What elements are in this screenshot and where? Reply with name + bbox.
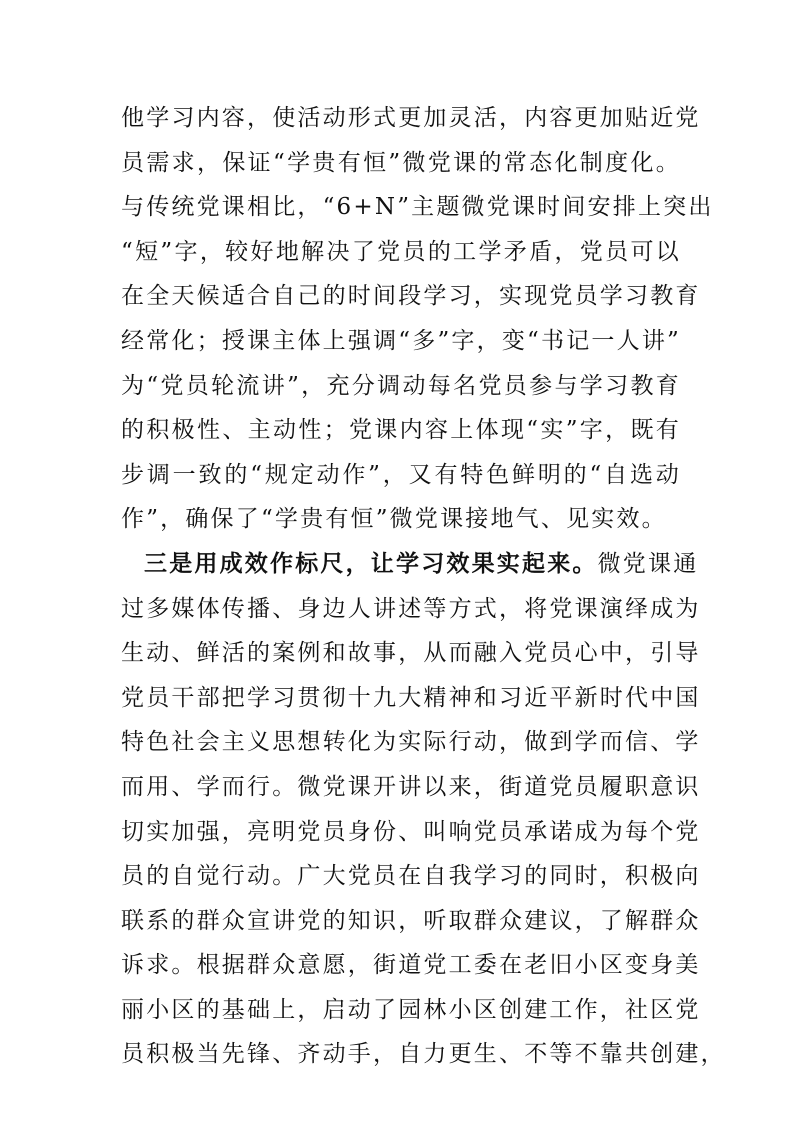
text-line: 过多媒体传播、身边人讲述等方式，将党课演绎成为: [121, 595, 701, 622]
text-line: 员的自觉行动。广大党员在自我学习的同时，积极向: [121, 863, 701, 890]
text-line: 党员干部把学习贯彻十九大精神和习近平新时代中国: [121, 684, 701, 711]
text-line: 而用、学而行。微党课开讲以来，街道党员履职意识: [121, 773, 701, 800]
text-line: 在全天候适合自己的时间段学习，实现党员学习教育: [121, 283, 701, 310]
text-line: 作”，确保了“学贵有恒”微党课接地气、见实效。: [121, 506, 667, 533]
text-line: 步调一致的“规定动作”，又有特色鲜明的“自选动: [121, 461, 681, 488]
text-line: 丽小区的基础上，启动了园林小区创建工作，社区党: [121, 996, 701, 1023]
text-line: 与传统党课相比，“6+N”主题微党课时间安排上突出: [121, 194, 714, 221]
text-line: 员积极当先锋、齐动手，自力更生、不等不靠共创建，: [121, 1041, 726, 1068]
text-line: 联系的群众宣讲党的知识，听取群众建议，了解群众: [121, 907, 701, 934]
text-line: 员需求，保证“学贵有恒”微党课的常态化制度化。: [121, 149, 681, 176]
section-heading-line: [121, 542, 699, 587]
text-line: 他学习内容，使活动形式更加灵活，内容更加贴近党: [121, 105, 701, 131]
text-line: 切实加强，亮明党员身份、叫响党员承诺成为每个党: [121, 818, 701, 845]
text-line: 诉求。根据群众意愿，街道党工委在老旧小区变身美: [121, 952, 701, 979]
text-line: 为“党员轮流讲”，充分调动每名党员参与学习教育: [121, 372, 681, 399]
text-line: 的积极性、主动性；党课内容上体现“实”字，既有: [121, 417, 681, 444]
text-line: “短”字，较好地解决了党员的工学矛盾，党员可以: [121, 238, 681, 265]
text-line: 经常化；授课主体上强调“多”字，变“书记一人讲”: [121, 327, 681, 354]
text-line: 特色社会主义思想转化为实际行动，做到学而信、学: [121, 729, 701, 756]
text-line: 生动、鲜活的案例和故事，从而融入党员心中，引导: [121, 640, 701, 667]
section-heading-rest: 微党课通: [597, 550, 699, 577]
section-heading: 三是用成效作标尺，让学习效果实起来。: [144, 550, 598, 577]
body-text: [121, 96, 726, 1077]
